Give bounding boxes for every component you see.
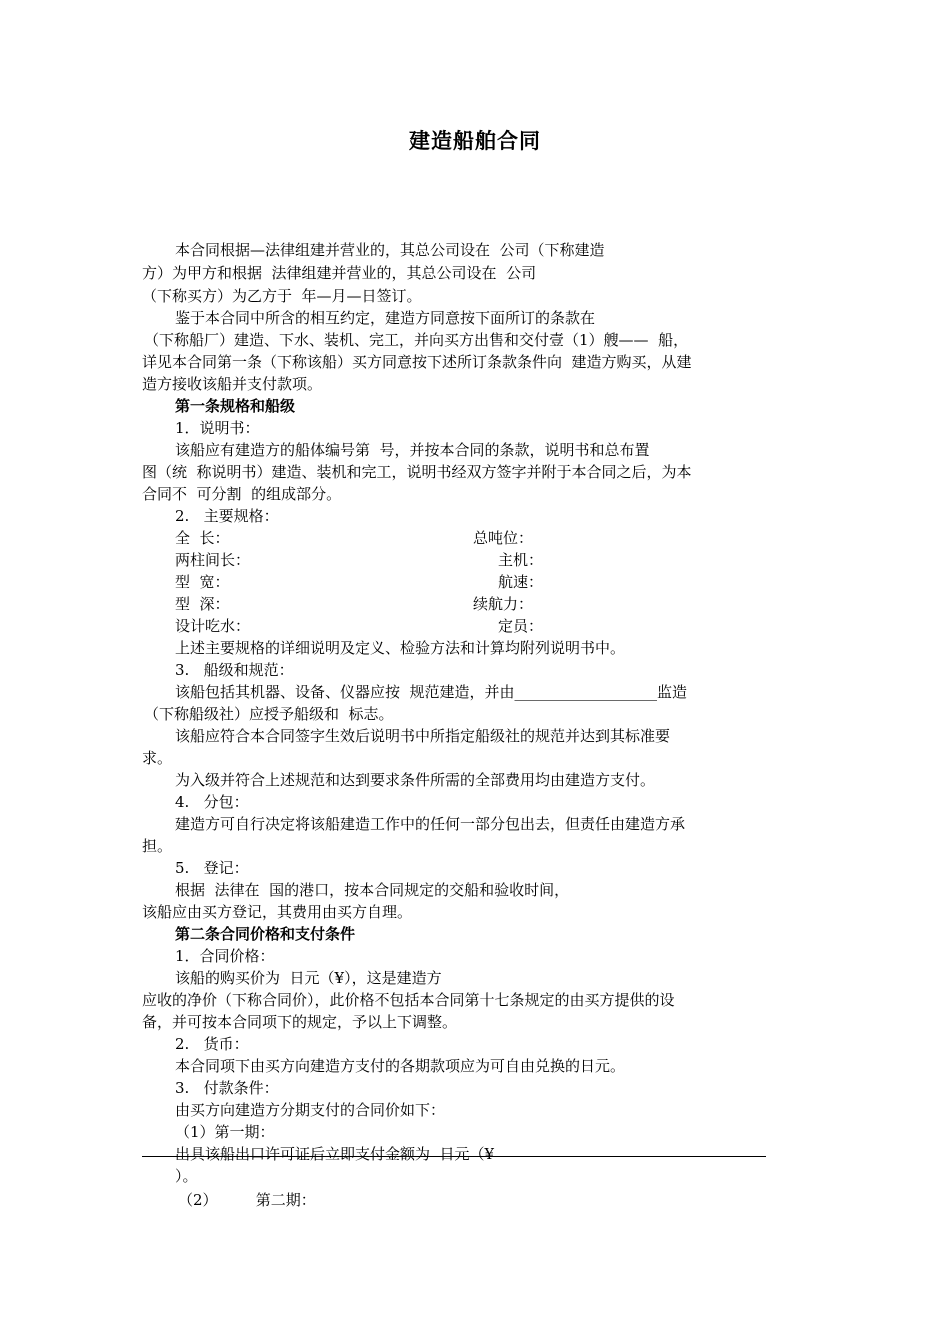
divider-line — [142, 1156, 766, 1157]
document-title: 建造船舶合同 — [409, 128, 541, 153]
spec-label: 两柱间长： — [175, 551, 251, 569]
text-line: 建造方可自行决定将该船建造工作中的任何一部分包出去，但责任由建造方承 — [175, 815, 686, 833]
text-line: 为入级并符合上述规范和达到要求条件所需的全部费用均由建造方支付。 — [175, 771, 656, 789]
text-line: 该船应有建造方的船体编号第 号，并按本合同的条款，说明书和总布置 — [175, 441, 650, 459]
text-line: 根据 法律在 国的港口，按本合同规定的交船和验收时间， — [175, 881, 570, 899]
text-line: 上述主要规格的详细说明及定义、检验方法和计算均附列说明书中。 — [175, 639, 626, 657]
spec-label: 航速： — [498, 573, 544, 591]
section-heading: 第二条合同价格和支付条件 — [175, 925, 356, 943]
spec-label: 型 深： — [175, 595, 230, 613]
text-line: 求。 — [142, 749, 173, 767]
text-line: ）。 — [175, 1167, 198, 1185]
spec-label: 总吨位： — [473, 529, 534, 547]
text-line: 担。 — [142, 837, 173, 855]
text-line: 该船应符合本合同签字生效后说明书中所指定船级社的规范并达到其标准要 — [175, 727, 671, 745]
text-line: 1．说明书： — [175, 419, 260, 437]
text-line: 该船应由买方登记，其费用由买方自理。 — [142, 903, 413, 921]
text-line: 3. 船级和规范： — [175, 661, 294, 679]
text-line: 1．合同价格： — [175, 947, 275, 965]
text-line: 5. 登记： — [175, 859, 249, 877]
text-line: 合同不 可分割 的组成部分。 — [142, 485, 342, 503]
text-line: （下称买方）为乙方于 年—月—日签订。 — [142, 287, 422, 305]
text-line: 2. 货币： — [175, 1035, 249, 1053]
text-line: 本合同项下由买方向建造方支付的各期款项应为可自由兑换的日元。 — [175, 1057, 626, 1075]
text-line: 造方接收该船并支付款项。 — [142, 375, 323, 393]
text-line: 详见本合同第一条（下称该船）买方同意按下述所订条款条件向 建造方购买，从建 — [142, 353, 692, 371]
text-line: 应收的净价（下称合同价），此价格不包括本合同第十七条规定的由买方提供的设 — [142, 991, 675, 1009]
text-line: 出具该船出口许可证后立即支付金额为 日元（¥ — [175, 1145, 495, 1163]
spec-label: 续航力： — [473, 595, 534, 613]
text-line: 本合同根据—法律组建并营业的，其总公司设在 公司（下称建造 — [175, 241, 605, 259]
spec-label: 设计吃水： — [175, 617, 251, 635]
text-line: 2. 主要规格： — [175, 507, 279, 525]
text-line: 3. 付款条件： — [175, 1079, 279, 1097]
text-line: 鉴于本合同中所含的相互约定，建造方同意按下面所订的条款在 — [175, 309, 596, 327]
text-line: 由买方向建造方分期支付的合同价如下： — [175, 1101, 446, 1119]
text-line: 图（统 称说明书）建造、装机和完工，说明书经双方签字并附于本合同之后，为本 — [142, 463, 692, 481]
spec-label: 主机： — [498, 551, 544, 569]
spec-label: 全 长： — [175, 529, 230, 547]
text-line: （下称船厂）建造、下水、装机、完工，并向买方出售和交付壹（1）艘—— 船， — [144, 331, 689, 349]
text-line: 备，并可按本合同项下的规定，予以上下调整。 — [142, 1013, 458, 1031]
text-line: （1）第一期： — [175, 1123, 275, 1141]
text-line: 该船包括其机器、设备、仪器应按 规范建造，并由___________________监造 — [175, 683, 688, 701]
text-line: （下称船级社）应授予船级和 标志。 — [144, 705, 394, 723]
text-line: 方）为甲方和根据 法律组建并营业的，其总公司设在 公司 — [142, 264, 537, 282]
spec-label: 定员： — [498, 617, 544, 635]
spec-label: 型 宽： — [175, 573, 230, 591]
text-line: 该船的购买价为 日元（¥），这是建造方 — [175, 969, 442, 987]
text-line: 4. 分包： — [175, 793, 249, 811]
section-heading: 第一条规格和船级 — [175, 397, 296, 415]
text-line: （2） 第二期： — [178, 1191, 316, 1209]
